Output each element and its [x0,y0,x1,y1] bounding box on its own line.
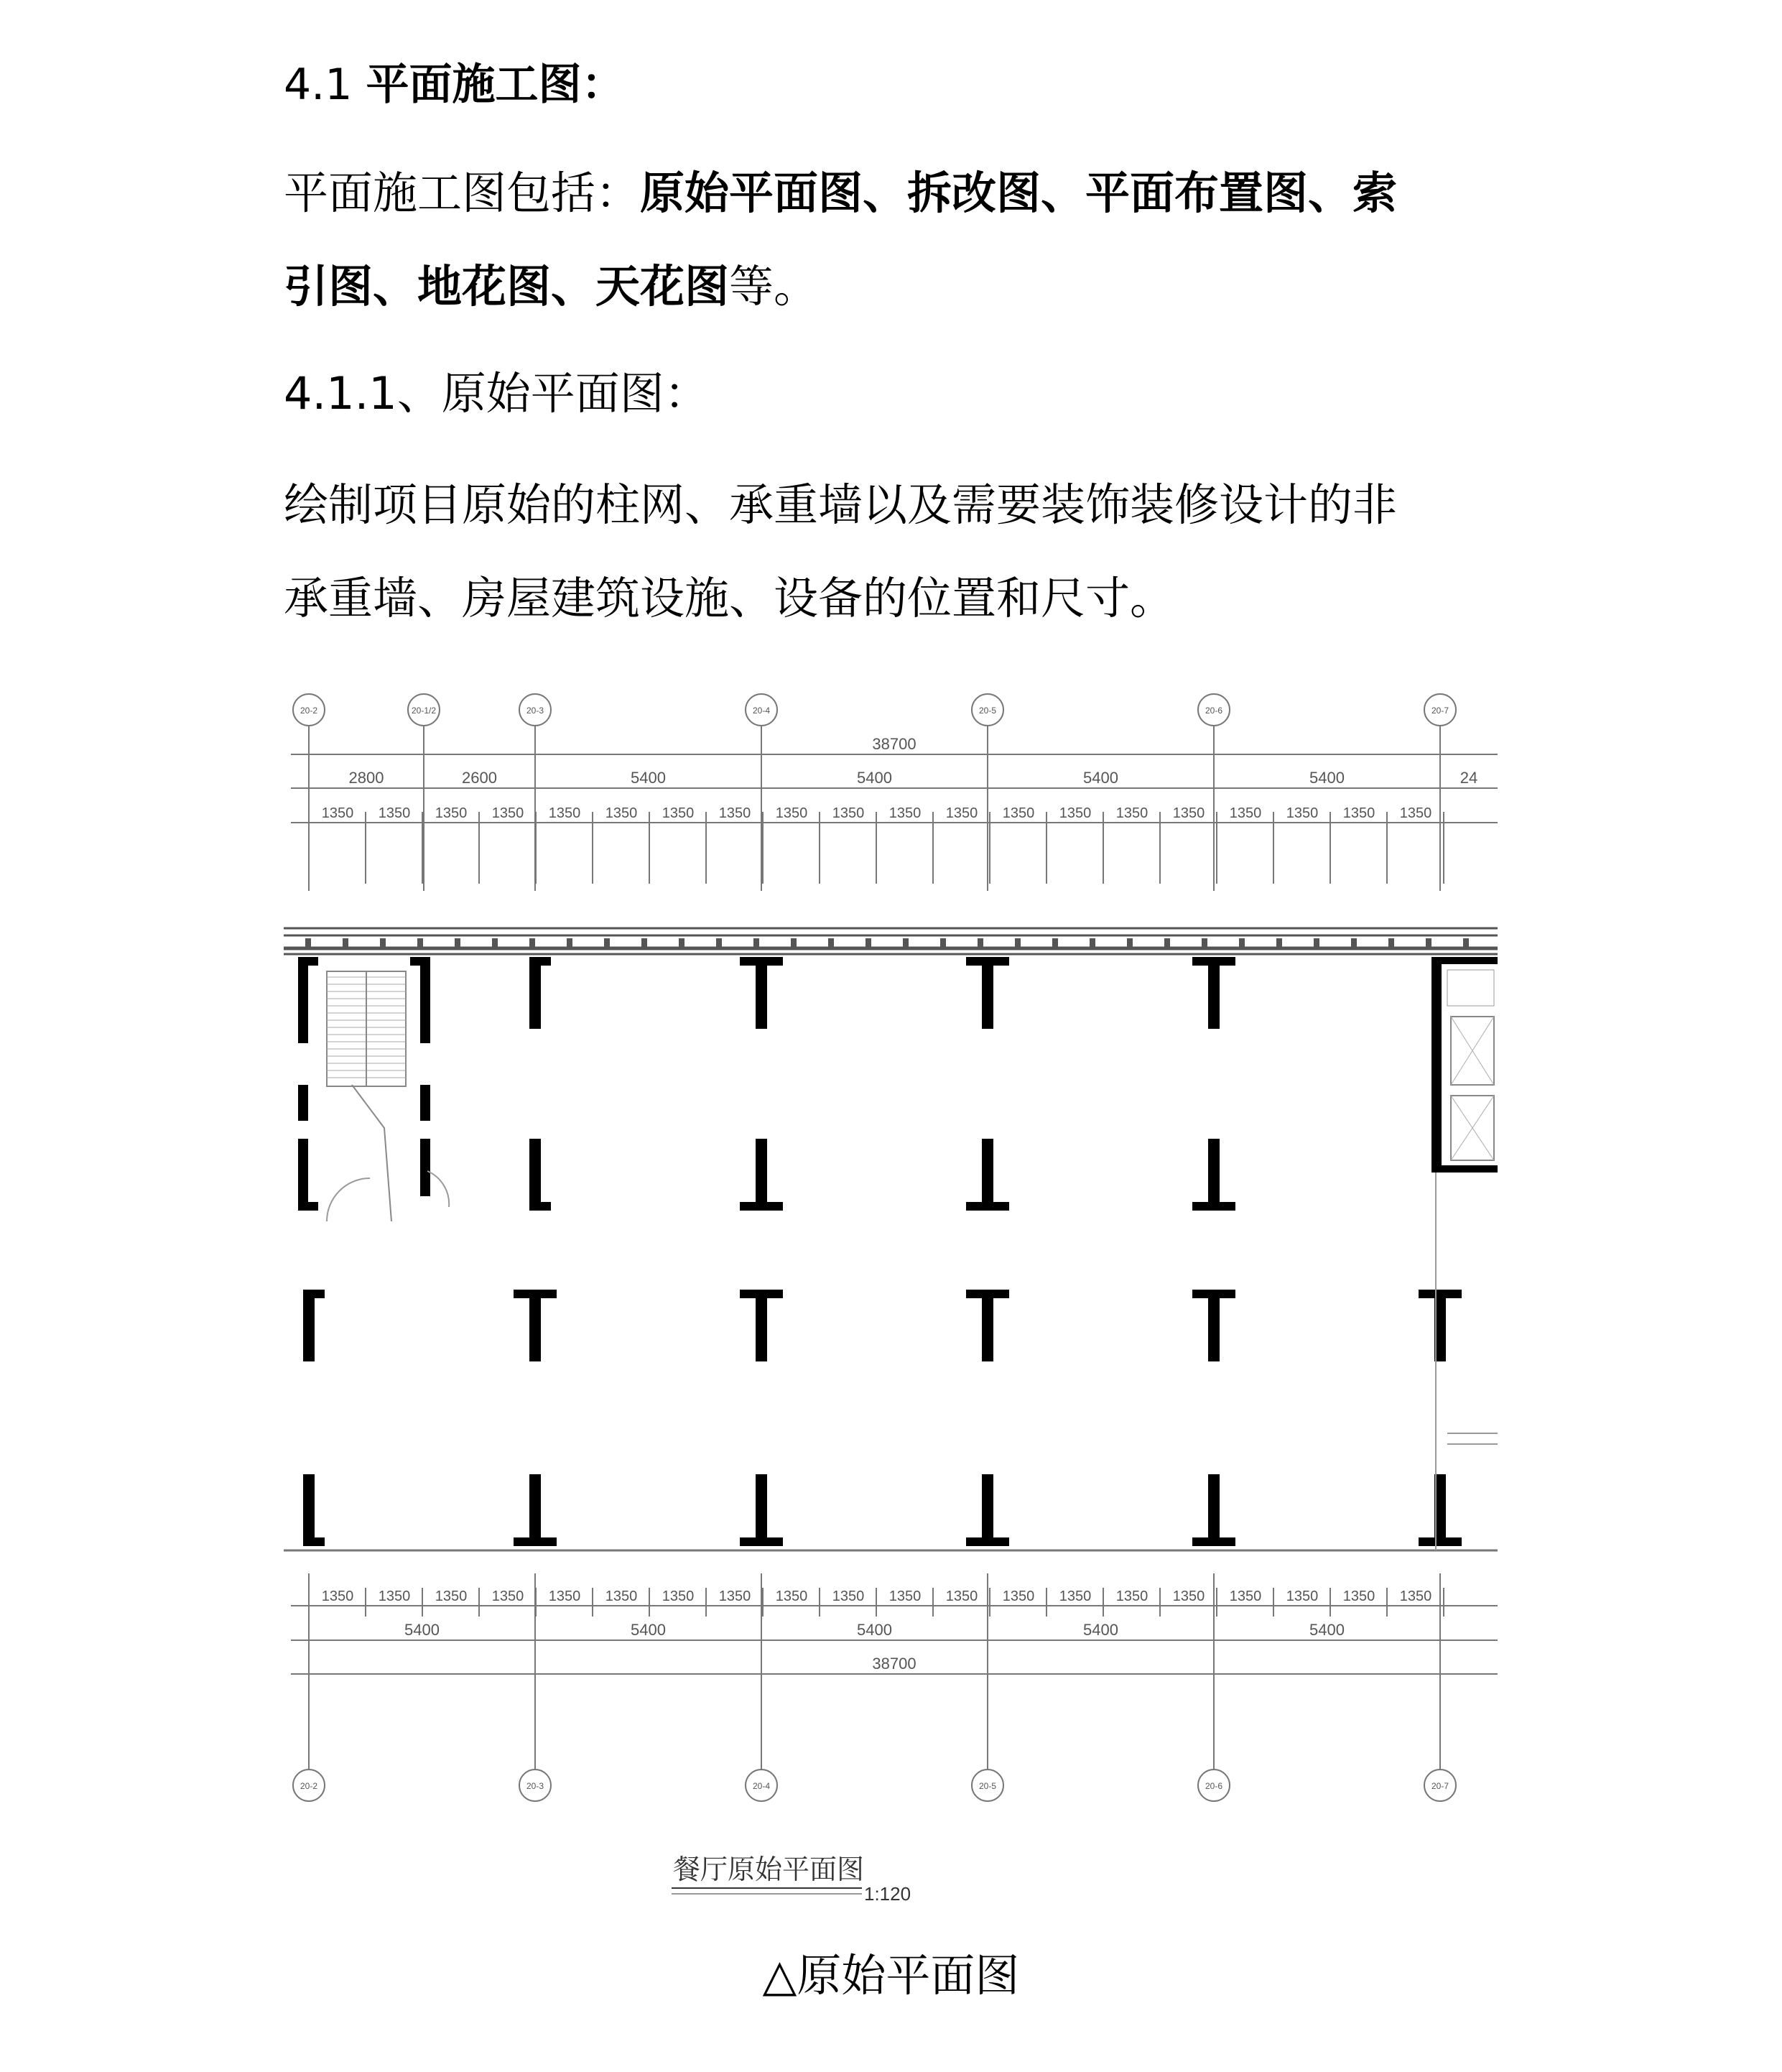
bay-dimension: 5400 [1083,769,1118,787]
total-dimension-top: 38700 [872,735,916,753]
sub-dimension: 1350 [1229,805,1262,821]
sub-dimension: 1350 [888,1588,922,1604]
bay-dimension: 5400 [1309,1621,1345,1639]
wall-tick [380,938,386,947]
sub-dimension: 1350 [775,1588,808,1604]
bay-dimension: 5400 [1083,1621,1118,1639]
elevator-vent [1447,970,1494,1006]
drawing-title: 餐厅原始平面图 [672,1855,865,1885]
axis-label: 20-6 [1205,706,1223,716]
sub-dimension: 1350 [605,805,638,821]
stair-wall [420,957,430,1043]
stair-wall [420,1139,430,1196]
stair-wall [298,1085,308,1121]
intro-items-1: 原始平面图、拆改图、平面布置图、索 [640,167,1398,219]
axis-label: 20-7 [1431,706,1449,716]
drawing-scale: 1:120 [864,1883,911,1905]
sub-dimension: 1350 [605,1588,638,1604]
sub-dimension: 1350 [548,1588,581,1604]
sub-dimension: 1350 [491,805,524,821]
sub-dimension: 1350 [1229,1588,1262,1604]
intro-items-2: 引图、地花图、天花图 [284,260,730,313]
sub-dimension: 1350 [945,1588,978,1604]
wall-tick [828,938,834,947]
stair-rail [352,1085,391,1221]
sub-dimension: 1350 [491,1588,524,1604]
sub-dimension: 1350 [1059,805,1092,821]
sub-dimension: 1350 [662,1588,695,1604]
section-heading [284,56,1505,114]
sub-dimension: 1350 [1286,1588,1319,1604]
wall-tick [679,938,685,947]
sub-dimension: 1350 [718,805,751,821]
column-web [756,1474,767,1546]
wall-tick [978,938,983,947]
axis-label: 20-5 [978,706,997,716]
bay-dimension: 5400 [857,1621,892,1639]
subsection-heading: 4.1.1、原始平面图： [284,367,709,420]
wall-tick [455,938,460,947]
column-web [756,1290,767,1361]
wall-tick [492,938,498,947]
sub-dimension: 1350 [1399,805,1432,821]
axis-label: 20-1/2 [411,706,437,716]
column-web [303,1474,315,1546]
column-web [529,1474,541,1546]
wall-tick [1351,938,1357,947]
column-web [982,1290,993,1361]
section-number: 4.1 [284,60,353,110]
bay-dimension: 2800 [348,769,384,787]
sub-dimension: 1350 [832,805,865,821]
axis-label: 20-3 [526,706,544,716]
floor-plan-drawing [284,675,1498,1925]
axis-label: 20-4 [752,1781,771,1791]
column-web [529,1290,541,1361]
stair-wall [298,1139,308,1211]
sub-dimension: 1350 [832,1588,865,1604]
wall-tick [866,938,871,947]
sub-dimension: 1350 [662,805,695,821]
wall-tick [1388,938,1394,947]
column-web [303,1290,315,1361]
wall-tick [417,938,423,947]
bay-dimension: 5400 [404,1621,440,1639]
axis-label: 20-3 [526,1781,544,1791]
sub-dimension: 1350 [1399,1588,1432,1604]
intro-suffix: 等。 [729,260,819,313]
column-web [982,1474,993,1546]
column-web [756,1139,767,1211]
wall-tick [903,938,909,947]
description-paragraph [284,458,1505,645]
sub-dimension: 1350 [435,805,468,821]
wall-tick [1463,938,1469,947]
wall-tick [1239,938,1245,947]
stair-wall [420,1085,430,1121]
wall-tick [753,938,759,947]
sub-dimension: 1350 [1059,1588,1092,1604]
column-web [529,957,541,1029]
section-title: 平面施工图： [366,60,625,110]
axis-label: 20-5 [978,1781,997,1791]
sub-dimension: 1350 [1115,1588,1148,1604]
wall-tick [716,938,722,947]
sub-dimension: 1350 [775,805,808,821]
elevator-wall [1431,957,1498,964]
bay-dimension: 5400 [631,1621,666,1639]
wall-tick [791,938,797,947]
wall-tick [1276,938,1282,947]
wall-tick [1202,938,1207,947]
bay-dimension: 5400 [631,769,666,787]
sub-dimension: 1350 [321,805,354,821]
sub-dimension: 1350 [435,1588,468,1604]
intro-prefix: 平面施工图包括： [284,167,641,219]
axis-label: 20-4 [752,706,771,716]
wall-tick [305,938,311,947]
bay-dimension: 24 [1460,769,1478,787]
axis-label: 20-6 [1205,1781,1223,1791]
sub-dimension: 1350 [321,1588,354,1604]
column-web [1208,1474,1220,1546]
sub-dimension: 1350 [1002,805,1035,821]
sub-dimension: 1350 [1342,805,1375,821]
stair-wall [298,957,308,1043]
bay-dimension: 5400 [1309,769,1345,787]
sub-dimension: 1350 [1342,1588,1375,1604]
bay-dimension: 5400 [857,769,892,787]
wall-tick [567,938,572,947]
column-web [1208,957,1220,1029]
door-swing [327,1178,370,1221]
sub-dimension: 1350 [1286,805,1319,821]
sub-dimension: 1350 [718,1588,751,1604]
wall-tick [529,938,535,947]
sub-dimension: 1350 [945,805,978,821]
wall-tick [1426,938,1431,947]
elevator-wall [1431,957,1442,1173]
sub-dimension: 1350 [1002,1588,1035,1604]
wall-tick [1015,938,1021,947]
wall-tick [940,938,946,947]
column-web [982,957,993,1029]
sub-dimension: 1350 [378,1588,411,1604]
sub-dimension: 1350 [1172,1588,1205,1604]
sub-dimension: 1350 [888,805,922,821]
column-web [756,957,767,1029]
elevator-wall [1431,1165,1498,1173]
total-dimension-bottom: 38700 [872,1655,916,1673]
sub-dimension: 1350 [378,805,411,821]
wall-tick [1314,938,1319,947]
wall-tick [1127,938,1133,947]
sub-dimension: 1350 [1172,805,1205,821]
wall-tick [1052,938,1058,947]
stair-wall [298,957,318,966]
sub-dimension: 1350 [1115,805,1148,821]
wall-tick [604,938,610,947]
description-line-2: 承重墙、房屋建筑设施、设备的位置和尺寸。 [284,572,1175,624]
intro-paragraph [284,147,1505,333]
figure-caption: △原始平面图 [762,1949,1020,2002]
bay-dimension: 2600 [462,769,497,787]
wall-tick [641,938,647,947]
column-web [1208,1290,1220,1361]
column-web [529,1139,541,1211]
axis-label: 20-7 [1431,1781,1449,1791]
description-line-1: 绘制项目原始的柱网、承重墙以及需要装饰装修设计的非 [284,478,1398,531]
axis-label: 20-2 [300,706,318,716]
wall-tick [1090,938,1095,947]
door-swing [427,1171,449,1207]
stair-wall [410,957,430,966]
axis-label: 20-2 [300,1781,318,1791]
column-web [1208,1139,1220,1211]
wall-tick [1164,938,1170,947]
sub-dimension: 1350 [548,805,581,821]
wall-tick [343,938,348,947]
column-web [982,1139,993,1211]
stair-wall [298,1202,318,1211]
